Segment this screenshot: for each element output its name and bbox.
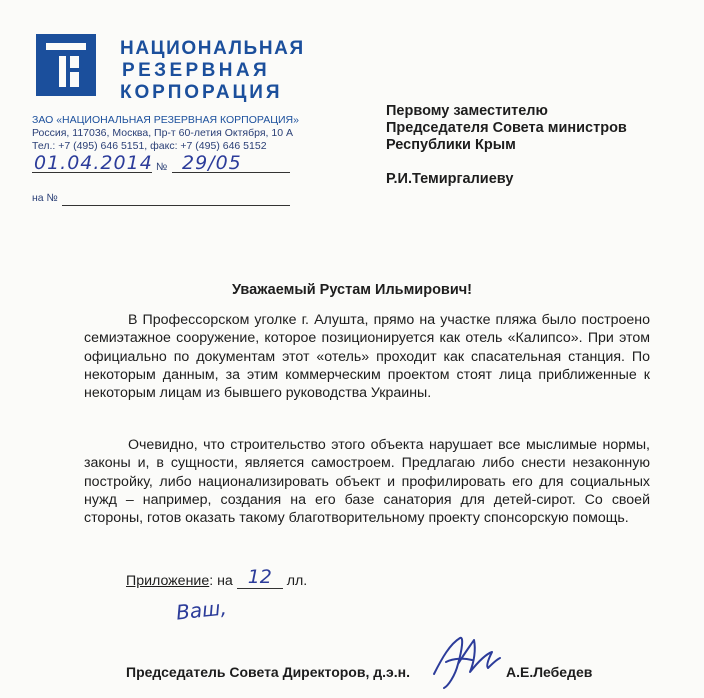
attachment-count: 12 [247,566,272,588]
body-paragraph-2: Очевидно, что строительство этого объекта нарушает все мыслимые нормы, законы и, в сущности, является самостроем. Предлагаю либо снести незаконную постройку, либо национализировать объект и профилировать его для социальных нужд – например, создания на его базе санатория для детей-сирот. Со своей стороны, готов оказать такому благотворительному проекту спонсорскую помощь. [84,437,650,527]
org-name: ЗАО «НАЦИОНАЛЬНАЯ РЕЗЕРВНАЯ КОРПОРАЦИЯ» [32,114,299,126]
nrk-logo-icon [36,34,96,96]
number-label: № [156,161,168,173]
closing-handwritten: Ваш, [174,595,228,625]
outgoing-number: 29/05 [182,152,242,174]
body-paragraph-1: В Профессорском уголке г. Алушта, прямо на участке пляжа было построено семиэтажное сооружение, которое позиционируется как отель «Калипсо». При этом официально по документам этот «отель» проходит как спасательная станция. По некоторым данным, за этим коммерческим проектом стоят лица приближенные к некоторым лицам из бывшего руководства Украины. [84,312,650,402]
ref-line [62,205,290,206]
brand-name: НАЦИОНАЛЬНАЯ РЕЗЕРВНАЯ КОРПОРАЦИЯ [120,38,305,103]
ref-label: на № [32,192,58,204]
attachment-line: Приложение: на 12 лл. [126,566,308,589]
outgoing-date: 01.04.2014 [34,152,153,174]
outgoing-ref [32,152,297,174]
signatory-name: А.Е.Лебедев [506,664,593,680]
addressee-name: Р.И.Темиргалиеву [386,171,514,187]
addressee-block: Первому заместителю Председателя Совета министров Республики Крым [386,103,627,153]
org-phone: Тел.: +7 (495) 646 5151, факс: +7 (495) 646 5152 [32,140,267,152]
signature-icon [428,628,504,694]
org-address: Россия, 117036, Москва, Пр-т 60-летия Октября, 10 А [32,127,293,139]
signatory-title: Председатель Совета Директоров, д.э.н. [126,664,410,680]
org-details [32,114,299,153]
greeting: Уважаемый Рустам Ильмирович! [231,282,473,298]
